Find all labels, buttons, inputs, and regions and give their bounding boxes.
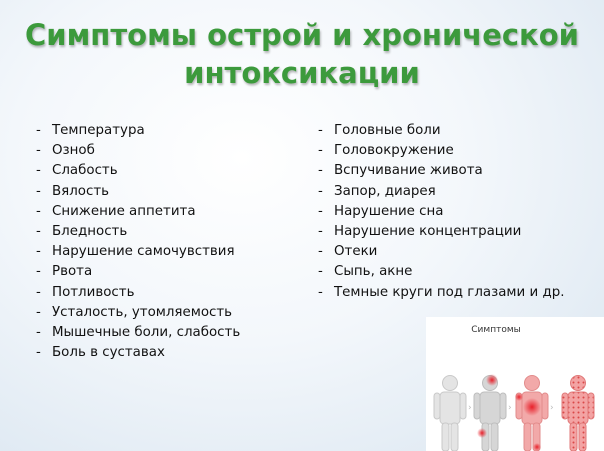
symptom-text: Боль в суставах — [52, 345, 165, 361]
person-mild-symptoms-icon — [474, 374, 506, 451]
person-rash-icon — [562, 376, 594, 451]
symptom-text: Рвота — [52, 264, 93, 280]
symptom-left-item — [36, 202, 240, 222]
bullet-dash: - — [36, 284, 41, 300]
symptom-list-right — [318, 121, 564, 303]
symptom-left-item — [36, 121, 240, 141]
slide-title-line-1: Симптомы острой и хронической — [25, 18, 579, 52]
symptom-text: Потливость — [52, 284, 135, 300]
svg-text:›: › — [550, 403, 554, 413]
symptom-left-item — [36, 222, 240, 242]
svg-text:›: › — [508, 403, 512, 413]
bullet-dash: - — [36, 143, 41, 159]
symptom-list-left — [36, 121, 240, 363]
symptom-right-item — [318, 121, 564, 141]
symptom-right-item — [318, 141, 564, 161]
symptom-text: Мышечные боли, слабость — [52, 324, 241, 340]
bullet-dash: - — [36, 244, 41, 260]
symptom-right-item — [318, 283, 564, 303]
bullet-dash: - — [36, 345, 41, 361]
symptom-text: Температура — [52, 123, 145, 138]
symptom-left-item — [36, 141, 240, 161]
bullet-dash: - — [318, 183, 323, 199]
symptom-left-item — [36, 262, 240, 282]
healthy-person-icon — [434, 376, 466, 451]
symptom-text: Вспучивание живота — [334, 163, 483, 179]
bullet-dash: - — [36, 223, 41, 239]
symptom-right-item — [318, 242, 564, 262]
bullet-dash: - — [36, 304, 41, 320]
symptom-text: Озноб — [52, 143, 95, 159]
bullet-dash: - — [318, 143, 323, 159]
symptom-text: Нарушение концентрации — [334, 223, 522, 239]
symptom-right-item — [318, 182, 564, 202]
symptom-text: Вялость — [52, 183, 110, 199]
symptom-text: Нарушение сна — [334, 203, 444, 219]
bullet-dash: - — [318, 244, 323, 260]
slide-title-line-2: интоксикации — [184, 56, 420, 90]
bullet-dash: - — [36, 324, 41, 340]
svg-text:›: › — [468, 403, 472, 413]
symptom-left-item — [36, 182, 240, 202]
symptom-text: Снижение аппетита — [52, 203, 196, 219]
symptom-left-item — [36, 242, 240, 262]
symptom-text: Отеки — [334, 244, 378, 260]
symptom-left-item — [36, 283, 240, 303]
symptoms-figures — [426, 317, 604, 451]
symptom-right-item — [318, 202, 564, 222]
bullet-dash: - — [318, 284, 323, 300]
bullet-dash: - — [36, 203, 41, 219]
bullet-dash: - — [318, 123, 323, 138]
symptom-text: Запор, диарея — [334, 183, 436, 199]
symptom-text: Головокружение — [334, 143, 454, 159]
bullet-dash: - — [36, 163, 41, 179]
symptoms-illustration — [426, 317, 604, 451]
bullet-dash: - — [36, 264, 41, 280]
symptom-left-item — [36, 323, 240, 343]
bullet-dash: - — [318, 163, 323, 179]
bullet-dash: - — [318, 223, 323, 239]
symptom-right-item — [318, 262, 564, 282]
symptom-left-item — [36, 343, 240, 363]
slide-title — [0, 16, 604, 92]
illustration-label: Симптомы — [471, 325, 521, 335]
symptom-right-item — [318, 161, 564, 181]
symptom-text: Головные боли — [334, 123, 441, 138]
bullet-dash: - — [36, 123, 41, 138]
symptom-text: Бледность — [52, 223, 128, 239]
bullet-dash: - — [36, 183, 41, 199]
symptom-text: Сыпь, акне — [334, 264, 413, 280]
bullet-dash: - — [318, 203, 323, 219]
symptom-text: Нарушение самочувствия — [52, 244, 235, 260]
symptom-right-item — [318, 222, 564, 242]
bullet-dash: - — [318, 264, 323, 280]
symptom-left-item — [36, 303, 240, 323]
symptom-text: Темные круги под глазами и др. — [334, 284, 565, 300]
symptom-left-item — [36, 161, 240, 181]
symptom-text: Слабость — [52, 163, 118, 179]
person-inflamed-icon — [515, 376, 548, 451]
symptom-text: Усталость, утомляемость — [52, 304, 233, 320]
